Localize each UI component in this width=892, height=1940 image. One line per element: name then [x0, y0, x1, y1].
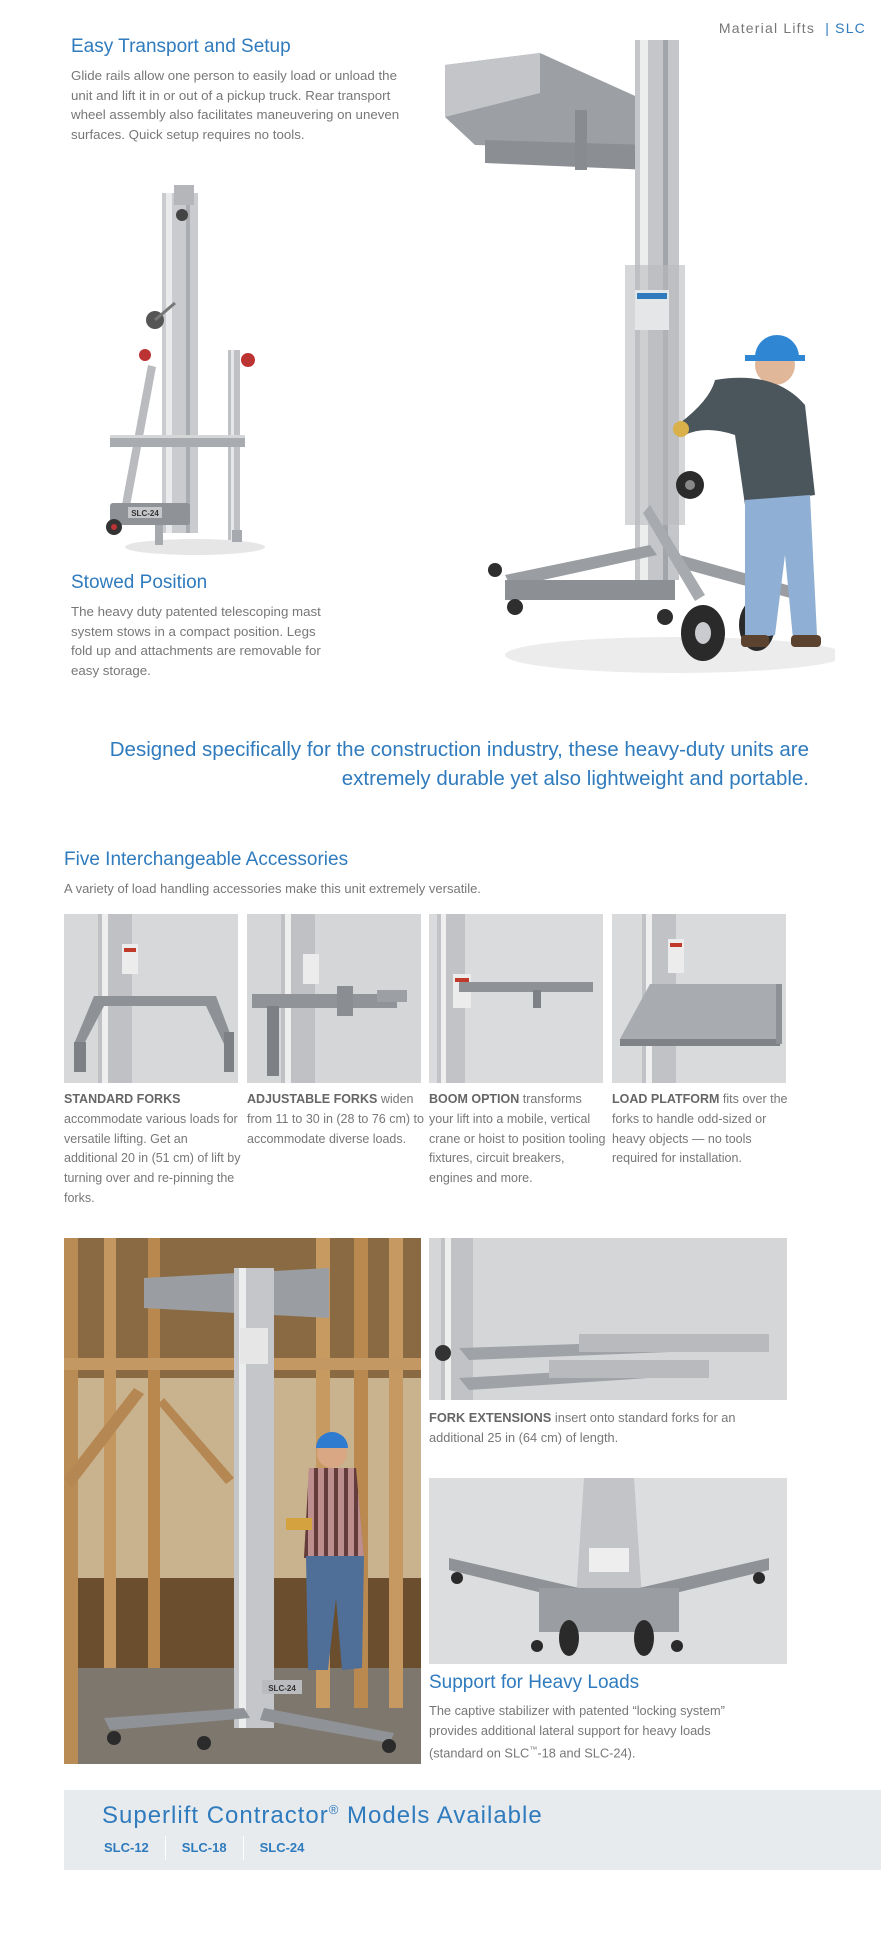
registered-mark: ® — [328, 1802, 340, 1817]
stowed-unit-badge: SLC-24 — [131, 509, 159, 518]
construction-site-photo — [64, 1238, 421, 1764]
site-unit-badge: SLC-24 — [268, 1684, 296, 1693]
standard-forks-desc: accommodate various loads for versatile lifting. Get an additional 20 in (51 cm) of lift by turning over and re-pinning the forks. — [64, 1111, 241, 1205]
standard-forks-name: STANDARD FORKS — [64, 1092, 181, 1106]
stowed-body: The heavy duty patented telescoping mast system stows in a compact position. Legs fold up and attachments are removable for easy storage. — [71, 604, 321, 678]
header-section: Material Lifts — [718, 20, 816, 36]
load-platform-desc: fits over the forks to handle odd-sized or heavy objects — no tools required for installation. — [612, 1092, 788, 1166]
models-banner — [64, 1790, 881, 1870]
adjustable-forks-photo — [247, 914, 421, 1083]
load-platform-name: LOAD PLATFORM — [612, 1092, 720, 1106]
boom-option-photo — [429, 914, 603, 1083]
load-platform-photo — [612, 914, 786, 1083]
heavy-loads-body — [429, 1701, 759, 1763]
header-product: SLC — [835, 20, 866, 36]
banner-title-rest: Models Available — [339, 1802, 543, 1829]
boom-option-desc: transforms your lift into a mobile, vertical crane or hoist to position tooling fixtures, circuit breakers, engines and more. — [429, 1092, 606, 1186]
stowed-lift-photo — [100, 185, 270, 560]
fork-extensions-name: FORK EXTENSIONS — [429, 1410, 552, 1425]
fork-extensions-caption — [429, 1408, 769, 1448]
tagline-line-1: Designed specifically for the construction industry, these heavy-duty units are — [109, 738, 809, 761]
boom-option-name: BOOM OPTION — [429, 1092, 520, 1106]
heavy-loads-title: Support for Heavy Loads — [429, 1672, 640, 1693]
main-lift-photo — [445, 35, 835, 675]
accessories-subtitle: A variety of load handling accessories make this unit extremely versatile. — [64, 881, 481, 896]
model-tab-slc-12[interactable]: SLC-12 — [104, 1840, 149, 1855]
fork-extensions-photo — [429, 1238, 787, 1400]
stabilizer-photo — [429, 1478, 787, 1664]
banner-title — [102, 1802, 543, 1830]
trademark-mark: ™ — [529, 1745, 538, 1754]
header-separator: | — [825, 20, 831, 36]
heavy-loads-body-text: The captive stabilizer with patented “locking system” provides additional lateral support for heavy loads (standard on SLC — [429, 1703, 725, 1761]
stowed-title: Stowed Position — [71, 572, 208, 593]
fork-extensions-desc: insert onto standard forks for an additional 25 in (64 cm) of length. — [429, 1410, 736, 1445]
standard-forks-photo — [64, 914, 238, 1083]
load-platform-caption — [612, 1090, 790, 1169]
model-tab-slc-18[interactable]: SLC-18 — [165, 1836, 243, 1860]
adjustable-forks-name: ADJUSTABLE FORKS — [247, 1092, 378, 1106]
model-tab-slc-24[interactable]: SLC-24 — [243, 1836, 321, 1860]
adjustable-forks-caption — [247, 1090, 425, 1149]
header-breadcrumb — [719, 20, 866, 36]
model-tabs — [104, 1836, 320, 1860]
tagline-line-2: extremely durable yet also lightweight and portable. — [341, 767, 809, 790]
banner-title-main: Superlift Contractor — [102, 1802, 329, 1829]
transport-body: Glide rails allow one person to easily load or unload the unit and lift it in or out of a pickup truck. Rear transport wheel assembly also facilitates maneuvering on uneven surfaces. Quick setup requires no tools. — [71, 68, 400, 142]
adjustable-forks-desc: widen from 11 to 30 in (28 to 76 cm) to accommodate diverse loads. — [247, 1092, 424, 1146]
accessories-title: Five Interchangeable Accessories — [64, 849, 349, 870]
boom-option-caption — [429, 1090, 607, 1189]
tagline — [49, 735, 809, 793]
standard-forks-caption — [64, 1090, 242, 1209]
heavy-loads-body-suffix: -18 and SLC-24). — [537, 1745, 636, 1761]
transport-title: Easy Transport and Setup — [71, 36, 291, 57]
